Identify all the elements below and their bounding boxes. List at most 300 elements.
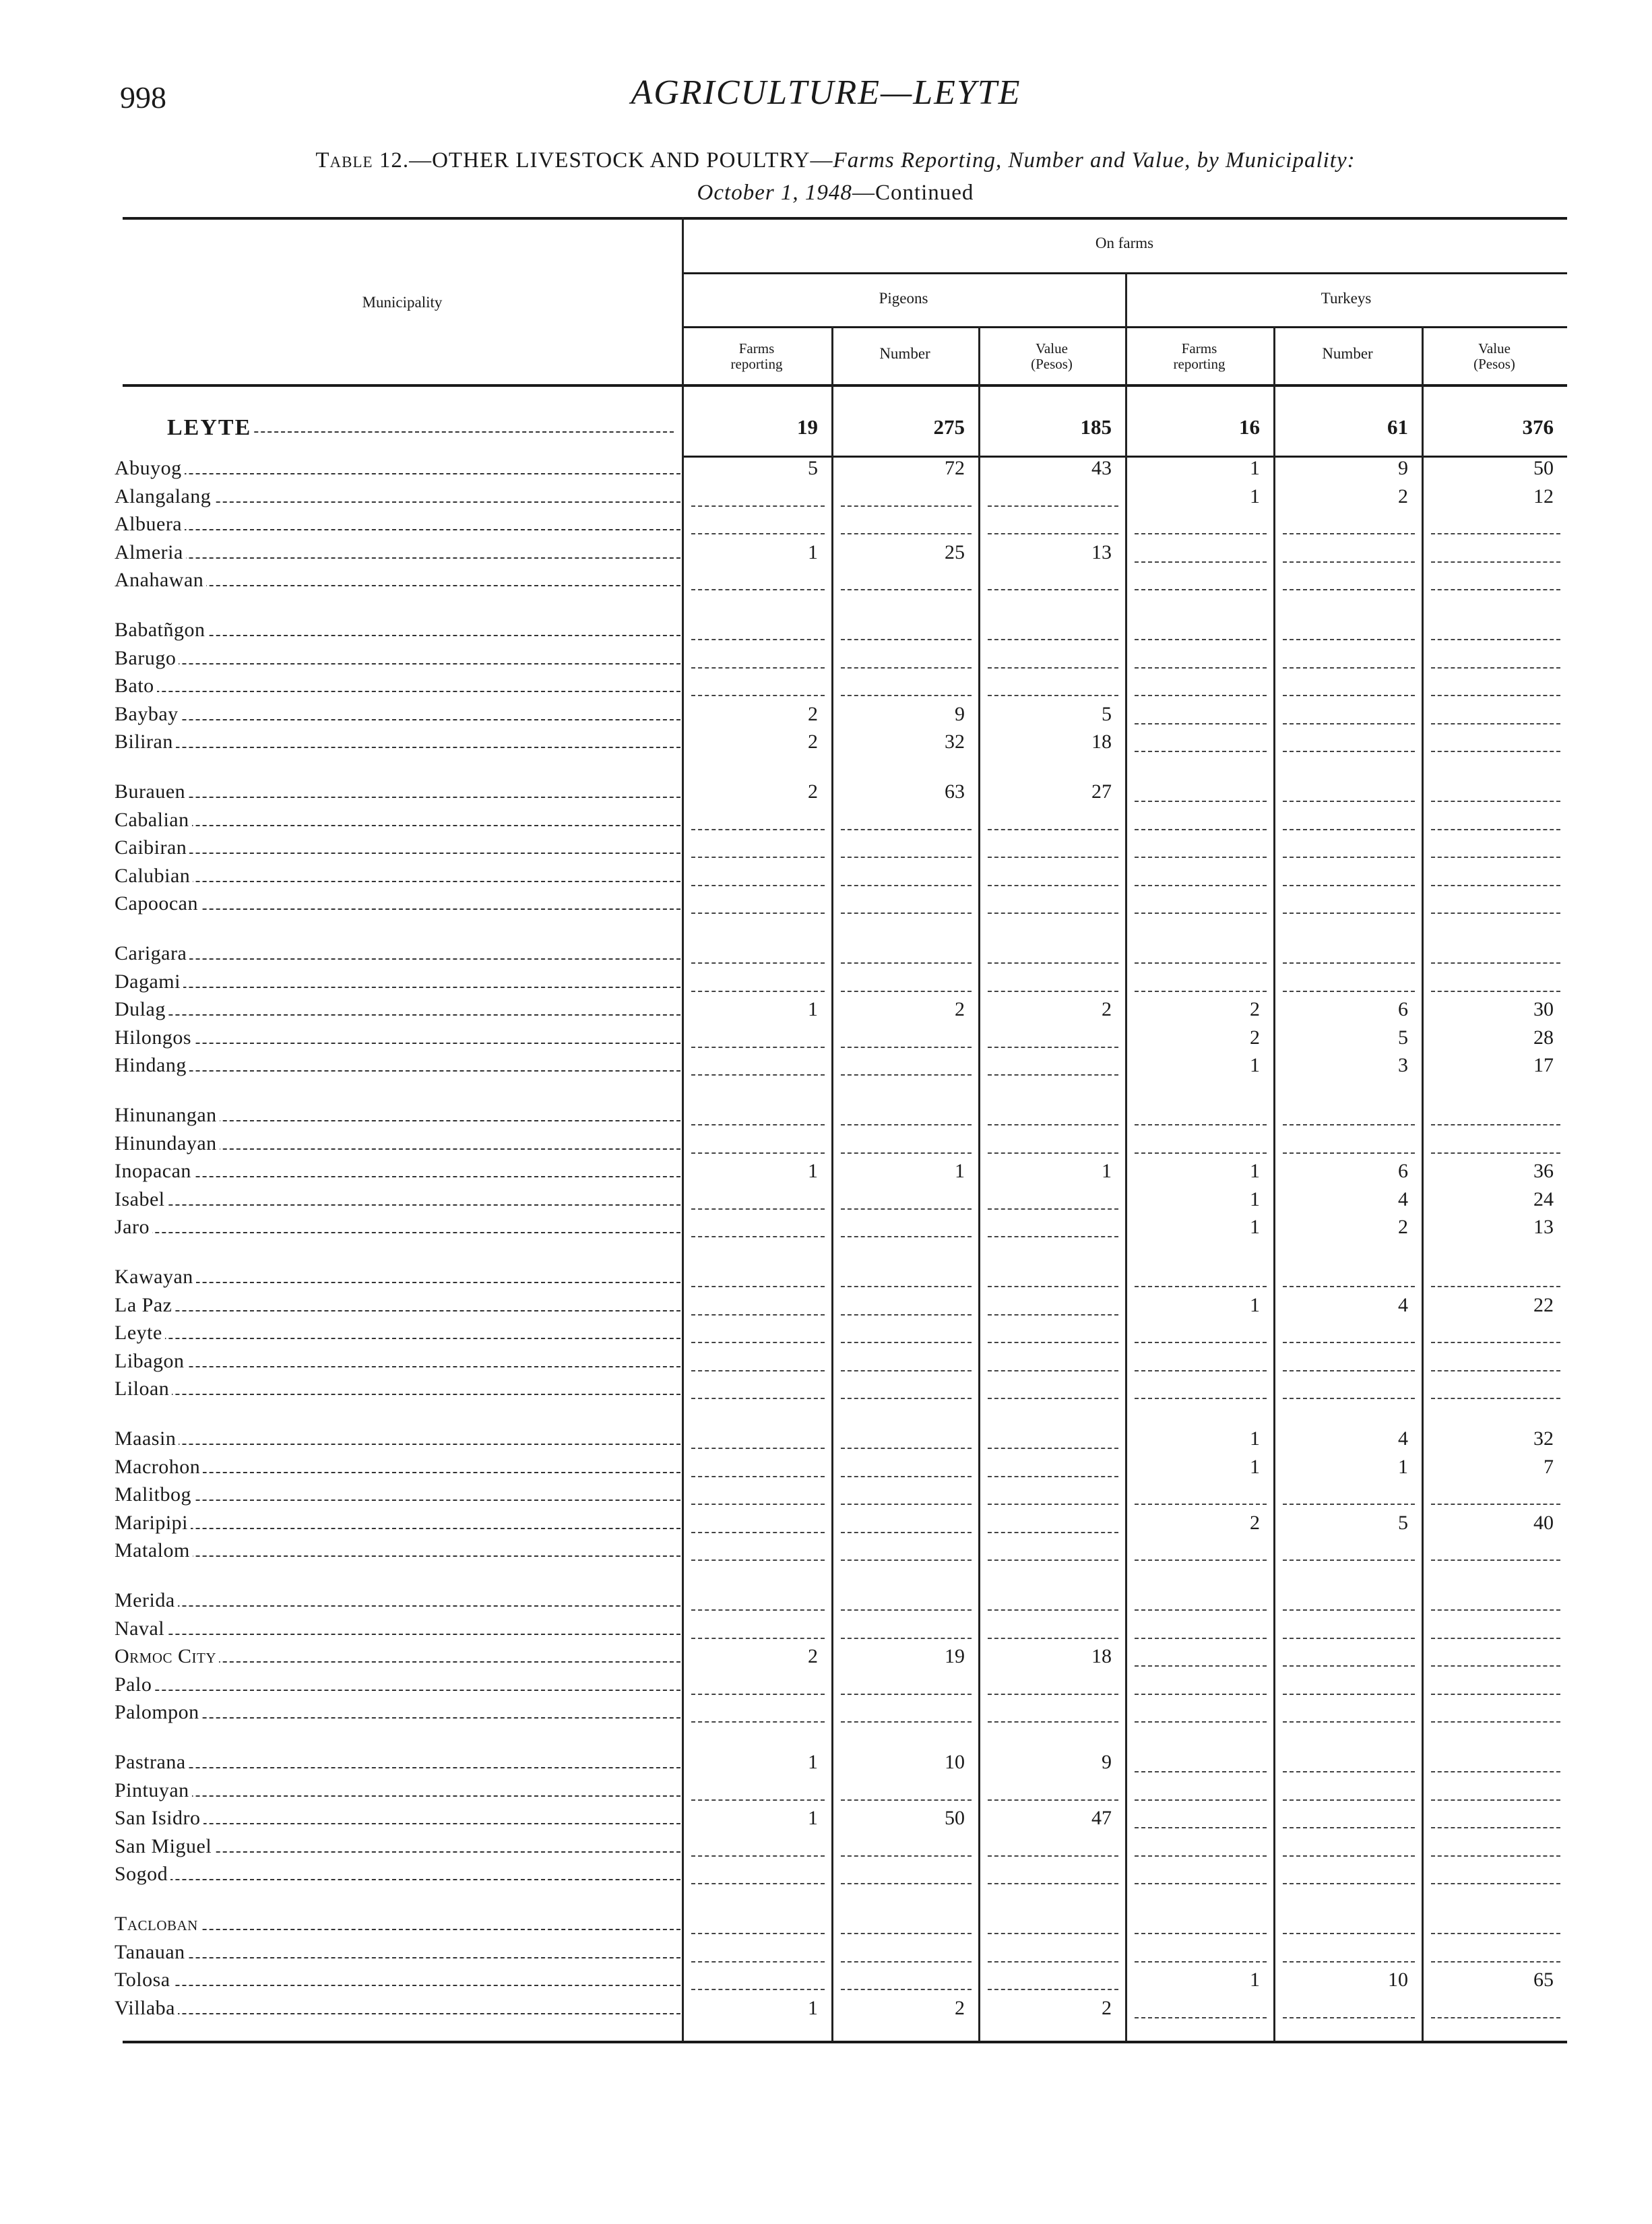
empty-cell-dashes [1431, 1398, 1560, 1399]
empty-cell-dashes [1135, 639, 1267, 640]
empty-cell-dashes [1431, 1342, 1560, 1343]
row-label [115, 1779, 680, 1806]
group-rule [682, 326, 1567, 328]
empty-cell-dashes [1283, 829, 1415, 830]
empty-cell-dashes [1283, 751, 1415, 752]
empty-cell-dashes [1283, 1124, 1415, 1125]
dot-leader [115, 1795, 680, 1797]
row-label [115, 485, 680, 512]
pigeons-value-cell: 13 [1091, 541, 1112, 563]
empty-cell-dashes [988, 1476, 1118, 1477]
turkeys-number-cell: 9 [1398, 457, 1408, 479]
empty-cell-dashes [841, 1532, 972, 1533]
empty-cell-dashes [841, 589, 972, 590]
group-vrule [1125, 272, 1127, 2041]
empty-cell-dashes [988, 1236, 1118, 1237]
empty-cell-dashes [988, 1342, 1118, 1343]
pigeons-value-cell: 1 [1102, 1160, 1112, 1182]
municipality-name: Isabel [115, 1188, 168, 1210]
empty-cell-dashes [988, 639, 1118, 640]
empty-cell-dashes [1431, 991, 1560, 992]
empty-cell-dashes [988, 1883, 1118, 1884]
dot-leader [115, 1985, 680, 1986]
pigeons-number-cell: 19 [945, 1645, 965, 1667]
row-label [115, 1026, 680, 1053]
dot-leader [115, 1957, 680, 1958]
dot-leader [115, 1528, 680, 1529]
empty-cell-dashes [841, 1398, 972, 1399]
caption-line-1 [135, 144, 1536, 177]
empty-cell-dashes [1283, 1152, 1415, 1154]
empty-cell-dashes [988, 1532, 1118, 1533]
empty-cell-dashes [1283, 1855, 1415, 1857]
turkeys-farms-cell: 2 [1250, 1512, 1260, 1534]
row-label [115, 1913, 680, 1940]
pigeons-farms-cell: 1 [808, 998, 818, 1020]
empty-cell-dashes [841, 1208, 972, 1210]
municipality-name: Maripipi [115, 1512, 191, 1534]
row-label [115, 865, 680, 892]
row-label [115, 780, 680, 807]
empty-cell-dashes [841, 1638, 972, 1639]
vrule-6 [1422, 326, 1424, 2041]
pigeons-number-cell: 2 [955, 998, 965, 1020]
empty-cell-dashes [988, 1989, 1118, 1990]
turkeys-value-cell: 376 [1522, 415, 1554, 439]
turkeys-value-cell: 36 [1533, 1160, 1554, 1182]
pigeons-farms-cell: 1 [808, 541, 818, 563]
row-label [115, 1617, 680, 1644]
row-label [115, 731, 680, 758]
municipality-name: Baybay [115, 703, 181, 725]
empty-cell-dashes [1431, 723, 1560, 724]
empty-cell-dashes [1135, 1370, 1267, 1371]
empty-cell-dashes [1431, 1152, 1560, 1154]
turkeys-value-cell: 22 [1533, 1294, 1554, 1316]
empty-cell-dashes [1135, 1883, 1267, 1884]
row-label [115, 1188, 680, 1215]
empty-cell-dashes [988, 589, 1118, 590]
municipality-name: Tacloban [115, 1913, 201, 1935]
empty-cell-dashes [691, 1476, 825, 1477]
dot-leader [115, 1394, 680, 1395]
municipality-name: Almeria [115, 541, 186, 563]
row-label-total [167, 415, 674, 442]
pigeons-farms-cell: 1 [808, 1997, 818, 2019]
row-label [115, 1997, 680, 2024]
empty-cell-dashes [841, 1286, 972, 1287]
empty-cell-dashes [988, 1721, 1118, 1723]
pigeons-value-cell: 185 [1080, 415, 1112, 439]
empty-cell-dashes [1283, 1609, 1415, 1611]
empty-cell-dashes [1135, 667, 1267, 669]
empty-cell-dashes [1283, 1961, 1415, 1963]
empty-cell-dashes [1135, 1799, 1267, 1801]
empty-cell-dashes [691, 533, 825, 534]
pigeons-value-header: Value (Pesos) [1031, 340, 1073, 372]
municipality-name: Dagami [115, 970, 183, 993]
row-label [115, 1456, 680, 1483]
municipality-name: Malitbog [115, 1483, 194, 1506]
turkeys-number-cell: 3 [1398, 1054, 1408, 1076]
empty-cell-dashes [1135, 857, 1267, 858]
dot-leader [115, 719, 680, 720]
municipality-name: Macrohon [115, 1456, 203, 1478]
empty-cell-dashes [1283, 695, 1415, 696]
empty-cell-dashes [1135, 1398, 1267, 1399]
empty-cell-dashes [988, 1314, 1118, 1316]
row-label [115, 892, 680, 919]
empty-cell-dashes [841, 1152, 972, 1154]
municipality-name: Pastrana [115, 1751, 189, 1773]
municipality-name: Babatñgon [115, 619, 208, 641]
stub-header: Municipality [362, 294, 443, 311]
empty-cell-dashes [691, 1694, 825, 1695]
empty-cell-dashes [691, 991, 825, 992]
empty-cell-dashes [1431, 1721, 1560, 1723]
empty-cell-dashes [1431, 1638, 1560, 1639]
empty-cell-dashes [1135, 1961, 1267, 1963]
turkeys-farms-cell: 1 [1250, 1427, 1260, 1450]
empty-cell-dashes [841, 1961, 972, 1963]
empty-cell-dashes [1135, 533, 1267, 534]
municipality-name: Dulag [115, 998, 168, 1020]
pigeons-value-cell: 18 [1091, 731, 1112, 753]
pigeons-number-cell: 72 [945, 457, 965, 479]
municipality-name: La Paz [115, 1294, 174, 1316]
row-label [115, 1266, 680, 1293]
empty-cell-dashes [841, 1609, 972, 1611]
page-number: 998 [120, 80, 166, 115]
dot-leader [115, 1879, 680, 1880]
empty-cell-dashes [988, 1799, 1118, 1801]
municipality-name: Abuyog [115, 457, 185, 479]
turkeys-number-cell: 61 [1387, 415, 1408, 439]
municipality-name: Kawayan [115, 1266, 196, 1288]
dot-leader [115, 747, 680, 748]
empty-cell-dashes [691, 1933, 825, 1934]
row-label [115, 1216, 680, 1243]
row-label [115, 1104, 680, 1131]
empty-cell-dashes [1135, 561, 1267, 563]
empty-cell-dashes [1431, 1771, 1560, 1772]
empty-cell-dashes [1431, 533, 1560, 534]
empty-cell-dashes [1283, 1799, 1415, 1801]
municipality-name: Palo [115, 1673, 154, 1696]
vrule-2 [831, 326, 833, 2041]
pigeons-value-cell: 2 [1102, 998, 1112, 1020]
empty-cell-dashes [1283, 1559, 1415, 1561]
municipality-name: Cabalian [115, 809, 192, 831]
empty-cell-dashes [988, 1855, 1118, 1857]
empty-cell-dashes [988, 1370, 1118, 1371]
empty-cell-dashes [988, 829, 1118, 830]
on-farms-spanner: On farms [1095, 235, 1154, 251]
empty-cell-dashes [691, 1236, 825, 1237]
row-label [115, 1835, 680, 1862]
municipality-name: Tolosa [115, 1969, 173, 1991]
empty-cell-dashes [1135, 1504, 1267, 1505]
empty-cell-dashes [1431, 1504, 1560, 1505]
empty-cell-dashes [1135, 801, 1267, 802]
empty-cell-dashes [1135, 913, 1267, 914]
empty-cell-dashes [841, 1504, 972, 1505]
row-label [115, 1673, 680, 1700]
row-label [115, 970, 680, 997]
row-label [115, 457, 680, 484]
row-label [115, 1160, 680, 1187]
row-label [115, 1350, 680, 1377]
empty-cell-dashes [1431, 829, 1560, 830]
empty-cell-dashes [988, 1448, 1118, 1449]
pigeons-number-cell: 50 [945, 1807, 965, 1829]
table-top-rule [123, 217, 1567, 220]
municipality-name: Palompon [115, 1701, 202, 1723]
municipality-name: Merida [115, 1589, 178, 1611]
turkeys-number-cell: 2 [1398, 1216, 1408, 1238]
turkeys-farms-cell: 2 [1250, 1026, 1260, 1049]
empty-cell-dashes [1135, 1694, 1267, 1695]
turkeys-number-cell: 4 [1398, 1427, 1408, 1450]
empty-cell-dashes [988, 1559, 1118, 1561]
empty-cell-dashes [988, 533, 1118, 534]
empty-cell-dashes [841, 1047, 972, 1048]
dot-leader [115, 1605, 680, 1607]
municipality-name: Libagon [115, 1350, 187, 1372]
turkeys-value-cell: 28 [1533, 1026, 1554, 1049]
caption-lead: Table 12.—OTHER LIVESTOCK AND POULTRY— [315, 148, 833, 173]
pigeons-number-cell: 25 [945, 541, 965, 563]
empty-cell-dashes [691, 1208, 825, 1210]
turkeys-value-cell: 65 [1533, 1969, 1554, 1991]
turkeys-farms-cell: 1 [1250, 1054, 1260, 1076]
pigeons-value-cell: 27 [1091, 780, 1112, 803]
dot-leader [115, 853, 680, 854]
row-label [115, 1132, 680, 1159]
empty-cell-dashes [841, 1883, 972, 1884]
municipality-name: Alangalang [115, 485, 214, 507]
empty-cell-dashes [988, 1152, 1118, 1154]
empty-cell-dashes [1431, 857, 1560, 858]
municipality-name: Hilongos [115, 1026, 194, 1049]
dot-leader [115, 1043, 680, 1044]
empty-cell-dashes [1431, 1665, 1560, 1667]
dot-leader [115, 881, 680, 882]
empty-cell-dashes [1135, 1152, 1267, 1154]
empty-cell-dashes [1431, 589, 1560, 590]
empty-cell-dashes [691, 1286, 825, 1287]
turkeys-number-cell: 2 [1398, 485, 1408, 507]
turkeys-farms-cell: 1 [1250, 1969, 1260, 1991]
caption-italic: Farms Reporting, Number and Value, by Municipality: [833, 148, 1356, 173]
empty-cell-dashes [988, 1074, 1118, 1076]
empty-cell-dashes [1135, 1933, 1267, 1934]
dot-leader [115, 958, 680, 960]
turkeys-number-cell: 5 [1398, 1026, 1408, 1049]
municipality-name: San Isidro [115, 1807, 203, 1829]
turkeys-farms-cell: 16 [1239, 415, 1260, 439]
empty-cell-dashes [841, 667, 972, 669]
row-label [115, 1539, 680, 1566]
stub-vrule [682, 217, 684, 2041]
empty-cell-dashes [691, 913, 825, 914]
row-label [115, 513, 680, 540]
row-label [115, 1427, 680, 1454]
empty-cell-dashes [1135, 589, 1267, 590]
empty-cell-dashes [691, 1448, 825, 1449]
row-label [115, 1969, 680, 1996]
municipality-name: Inopacan [115, 1160, 194, 1182]
empty-cell-dashes [1283, 857, 1415, 858]
empty-cell-dashes [841, 1314, 972, 1316]
empty-cell-dashes [988, 1609, 1118, 1611]
turkeys-value-cell: 40 [1533, 1512, 1554, 1534]
dot-leader [115, 1555, 680, 1557]
empty-cell-dashes [1135, 1559, 1267, 1561]
dot-leader [115, 1634, 680, 1635]
empty-cell-dashes [1431, 667, 1560, 669]
dot-leader [115, 691, 680, 692]
pigeons-farms-header: Farms reporting [730, 340, 783, 372]
header-bottom-rule [123, 384, 1567, 387]
dot-leader [115, 1204, 680, 1206]
pigeons-farms-cell: 5 [808, 457, 818, 479]
empty-cell-dashes [1283, 1398, 1415, 1399]
empty-cell-dashes [988, 1504, 1118, 1505]
dot-leader [115, 987, 680, 988]
dot-leader [115, 825, 680, 826]
empty-cell-dashes [1283, 1504, 1415, 1505]
empty-cell-dashes [1431, 1559, 1560, 1561]
empty-cell-dashes [691, 505, 825, 507]
pigeons-value-cell: 5 [1102, 703, 1112, 725]
pigeons-number-cell: 9 [955, 703, 965, 725]
turkeys-value-cell: 30 [1533, 998, 1554, 1020]
empty-cell-dashes [1431, 695, 1560, 696]
empty-cell-dashes [1283, 1286, 1415, 1287]
empty-cell-dashes [691, 1370, 825, 1371]
row-label [115, 998, 680, 1025]
dot-leader [115, 1176, 680, 1177]
pigeons-farms-cell: 19 [797, 415, 818, 439]
empty-cell-dashes [988, 991, 1118, 992]
pigeons-farms-cell: 2 [808, 1645, 818, 1667]
empty-cell-dashes [841, 1370, 972, 1371]
empty-cell-dashes [691, 589, 825, 590]
empty-cell-dashes [1431, 1827, 1560, 1828]
empty-cell-dashes [1431, 561, 1560, 563]
pigeons-number-cell: 10 [945, 1751, 965, 1773]
row-label [115, 703, 680, 730]
empty-cell-dashes [1431, 1694, 1560, 1695]
turkeys-number-cell: 4 [1398, 1294, 1408, 1316]
row-label [115, 809, 680, 836]
empty-cell-dashes [1135, 751, 1267, 752]
dot-leader [115, 1338, 680, 1339]
municipality-name: Hinunangan [115, 1104, 220, 1126]
empty-cell-dashes [841, 1855, 972, 1857]
empty-cell-dashes [691, 1638, 825, 1639]
row-label [115, 1294, 680, 1321]
empty-cell-dashes [1431, 962, 1560, 964]
empty-cell-dashes [691, 1047, 825, 1048]
empty-cell-dashes [1283, 1883, 1415, 1884]
empty-cell-dashes [1283, 1665, 1415, 1667]
vrule-3 [978, 326, 980, 2041]
empty-cell-dashes [841, 1074, 972, 1076]
pigeons-number-cell: 2 [955, 1997, 965, 2019]
empty-cell-dashes [841, 1559, 972, 1561]
pigeons-number-header: Number [879, 345, 930, 362]
empty-cell-dashes [988, 1208, 1118, 1210]
empty-cell-dashes [1431, 1961, 1560, 1963]
empty-cell-dashes [988, 1398, 1118, 1399]
turkeys-farms-header: Farms reporting [1173, 340, 1226, 372]
pigeons-farms-cell: 1 [808, 1160, 818, 1182]
empty-cell-dashes [1135, 991, 1267, 992]
municipality-name: Sogod [115, 1863, 170, 1885]
turkeys-number-header: Number [1322, 345, 1373, 362]
empty-cell-dashes [1283, 801, 1415, 802]
caption-line-2 [135, 177, 1536, 209]
spanner-rule [682, 272, 1567, 274]
municipality-name: Carigara [115, 942, 189, 964]
pigeons-farms-cell: 1 [808, 1751, 818, 1773]
row-label [115, 1645, 680, 1672]
dot-leader [115, 2013, 680, 2014]
empty-cell-dashes [691, 1855, 825, 1857]
empty-cell-dashes [691, 885, 825, 886]
empty-cell-dashes [841, 1799, 972, 1801]
municipality-name: Naval [115, 1617, 167, 1640]
municipality-name: Biliran [115, 731, 176, 753]
empty-cell-dashes [691, 1314, 825, 1316]
caption-continued: —Continued [852, 181, 974, 205]
empty-cell-dashes [1283, 1694, 1415, 1695]
pigeons-number-cell: 32 [945, 731, 965, 753]
municipality-name: Liloan [115, 1378, 172, 1400]
dot-leader [115, 1310, 680, 1311]
turkeys-value-cell: 7 [1544, 1456, 1554, 1478]
empty-cell-dashes [1283, 1933, 1415, 1934]
turkeys-farms-cell: 1 [1250, 485, 1260, 507]
turkeys-number-cell: 10 [1388, 1969, 1408, 1991]
empty-cell-dashes [841, 695, 972, 696]
empty-cell-dashes [841, 1694, 972, 1695]
empty-cell-dashes [841, 1124, 972, 1125]
dot-leader [115, 1014, 680, 1016]
turkeys-number-cell: 4 [1398, 1188, 1408, 1210]
empty-cell-dashes [1135, 1609, 1267, 1611]
empty-cell-dashes [691, 667, 825, 669]
empty-cell-dashes [1135, 829, 1267, 830]
empty-cell-dashes [841, 1989, 972, 1990]
empty-cell-dashes [691, 857, 825, 858]
empty-cell-dashes [841, 962, 972, 964]
empty-cell-dashes [841, 991, 972, 992]
dot-leader [115, 557, 680, 559]
dot-leader [115, 797, 680, 798]
municipality-name: Hindang [115, 1054, 189, 1076]
row-label [115, 1589, 680, 1616]
municipality-name: Matalom [115, 1539, 193, 1562]
empty-cell-dashes [691, 1532, 825, 1533]
empty-cell-dashes [1431, 1370, 1560, 1371]
turkeys-farms-cell: 1 [1250, 1216, 1260, 1238]
empty-cell-dashes [691, 1074, 825, 1076]
municipality-name: Calubian [115, 865, 193, 887]
row-label [115, 1751, 680, 1778]
